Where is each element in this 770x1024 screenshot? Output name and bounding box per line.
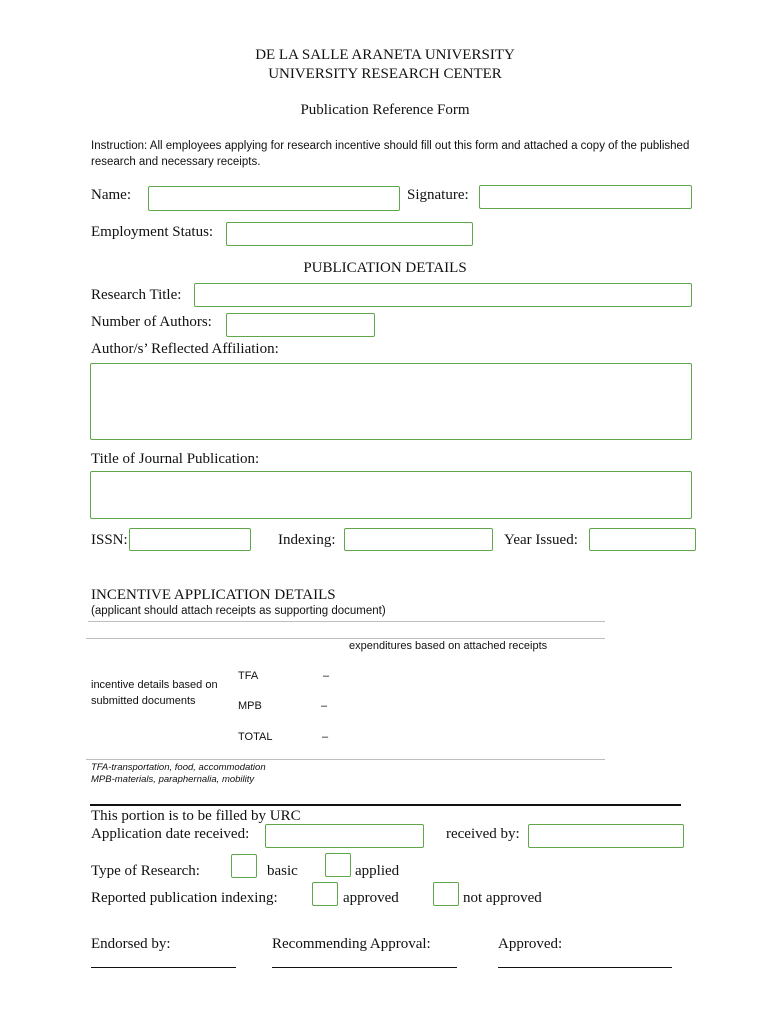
- mpb-note: MPB-materials, paraphernalia, mobility: [91, 774, 255, 785]
- endorsed-by-label: Endorsed by:: [91, 936, 171, 952]
- indexing-field[interactable]: [344, 528, 493, 551]
- urc-divider: [90, 804, 681, 806]
- approved-checkbox[interactable]: [312, 882, 338, 906]
- received-by-field[interactable]: [528, 824, 684, 848]
- application-date-field[interactable]: [265, 824, 424, 848]
- employment-status-label: Employment Status:: [91, 224, 214, 240]
- applied-label: applied: [355, 863, 400, 879]
- mpb-value: –: [321, 700, 328, 712]
- affiliation-field[interactable]: [90, 363, 692, 440]
- signature-field[interactable]: [479, 185, 692, 209]
- tfa-note: TFA-transportation, food, accommodation: [91, 762, 266, 773]
- journal-title-field[interactable]: [90, 471, 692, 519]
- name-label: Name:: [91, 187, 131, 203]
- research-center-name: UNIVERSITY RESEARCH CENTER: [268, 66, 502, 82]
- employment-status-field[interactable]: [226, 222, 473, 246]
- incentive-row-header: incentive details based on submitted documents: [91, 679, 218, 707]
- approved-by-signature-line[interactable]: [498, 967, 672, 968]
- total-label: TOTAL: [238, 731, 273, 743]
- journal-title-label: Title of Journal Publication:: [91, 451, 260, 467]
- application-date-label: Application date received:: [91, 826, 250, 842]
- expenditures-header: expenditures based on attached receipts: [349, 640, 548, 652]
- approved-by-label: Approved:: [498, 936, 563, 952]
- mpb-label: MPB: [238, 700, 262, 712]
- university-name: DE LA SALLE ARANETA UNIVERSITY: [255, 47, 515, 63]
- tfa-label: TFA: [238, 670, 259, 682]
- research-title-field[interactable]: [194, 283, 692, 307]
- incentive-subtitle: (applicant should attach receipts as supporting document): [91, 605, 386, 617]
- endorsed-by-signature-line[interactable]: [91, 967, 236, 968]
- type-of-research-label: Type of Research:: [91, 863, 200, 879]
- tfa-value: –: [323, 670, 330, 682]
- number-of-authors-field[interactable]: [226, 313, 375, 337]
- indexing-label: Indexing:: [278, 532, 336, 548]
- incentive-details-heading: INCENTIVE APPLICATION DETAILS: [91, 587, 336, 603]
- table-divider: [88, 621, 605, 622]
- publication-details-heading: PUBLICATION DETAILS: [303, 260, 467, 276]
- form-title: Publication Reference Form: [300, 102, 470, 118]
- total-value: –: [322, 731, 329, 743]
- number-of-authors-label: Number of Authors:: [91, 314, 212, 330]
- table-divider: [86, 638, 605, 639]
- issn-label: ISSN:: [91, 532, 128, 548]
- instruction-text: Instruction: All employees applying for research incentive should fill out this form and attached a copy of the published research and necessary receipts.: [91, 140, 690, 168]
- approved-label: approved: [343, 890, 399, 906]
- not-approved-checkbox[interactable]: [433, 882, 459, 906]
- name-field[interactable]: [148, 186, 400, 211]
- received-by-label: received by:: [446, 826, 520, 842]
- not-approved-label: not approved: [463, 890, 542, 906]
- issn-field[interactable]: [129, 528, 251, 551]
- affiliation-label: Author/s’ Reflected Affiliation:: [91, 341, 279, 357]
- year-issued-label: Year Issued:: [504, 532, 578, 548]
- reported-indexing-label: Reported publication indexing:: [91, 890, 278, 906]
- recommending-approval-label: Recommending Approval:: [272, 936, 431, 952]
- signature-label: Signature:: [407, 187, 469, 203]
- research-title-label: Research Title:: [91, 287, 182, 303]
- basic-checkbox[interactable]: [231, 854, 257, 878]
- applied-checkbox[interactable]: [325, 853, 351, 877]
- table-divider: [86, 759, 605, 760]
- recommending-approval-signature-line[interactable]: [272, 967, 457, 968]
- urc-portion-title: This portion is to be filled by URC: [91, 808, 301, 824]
- year-issued-field[interactable]: [589, 528, 696, 551]
- basic-label: basic: [267, 863, 298, 879]
